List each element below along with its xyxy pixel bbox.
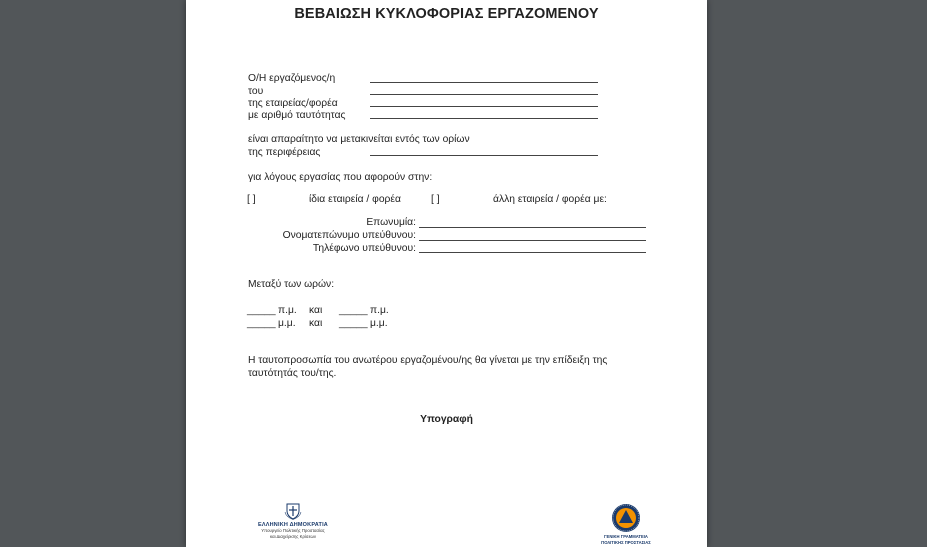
document-page xyxy=(186,0,707,547)
hours-intro: Μεταξύ των ωρών: xyxy=(248,279,335,290)
hours-row1-unit1: π.μ. xyxy=(278,305,297,316)
region-statement: είναι απαραίτητο να μετακινείται εντός των ορίων xyxy=(248,134,470,145)
option-same-company: ίδια εταιρεία / φορέα xyxy=(309,194,401,205)
hours-row2-unit2: μ.μ. xyxy=(370,318,388,329)
left-logo-sub1: Υπουργείο Πολιτικής Προστασίας xyxy=(261,528,325,533)
hours-row2-and: και xyxy=(309,318,323,329)
employee-label: Ο/Η εργαζόμενος/η xyxy=(248,73,336,84)
identity-note-line1: Η ταυτοπροσωπία του ανωτέρου εργαζομένου/ης θα γίνεται με την επίδειξη της xyxy=(248,355,608,366)
company-line xyxy=(370,106,598,107)
company-name-label: Επωνυμία: xyxy=(366,217,416,228)
checkbox-same-company: [ ] xyxy=(247,194,256,205)
right-logo-name2: ΠΟΛΙΤΙΚΗΣ ΠΡΟΣΤΑΣΙΑΣ xyxy=(601,540,651,545)
hours-row2-blank2: _____ xyxy=(339,318,368,329)
employee-line xyxy=(370,82,598,83)
responsible-phone-label: Τηλέφωνο υπεύθυνου: xyxy=(312,243,416,254)
checkbox-other-company: [ ] xyxy=(431,194,440,205)
father-label: του xyxy=(248,86,264,97)
left-logo-sub2: και Διαχείρισης Κρίσεων xyxy=(270,533,316,539)
id-line xyxy=(370,118,598,119)
left-logo-name: ΕΛΛΗΝΙΚΗ ΔΗΜΟΚΡΑΤΙΑ xyxy=(258,522,328,528)
greek-state-emblem-icon xyxy=(284,502,302,520)
hours-row2-blank1: _____ xyxy=(247,318,276,329)
region-line xyxy=(370,155,598,156)
company-label: της εταιρείας/φορέα xyxy=(248,98,338,109)
civil-protection-emblem-icon xyxy=(611,503,641,533)
hours-row1-and: και xyxy=(309,305,323,316)
signature-label: Υπογραφή xyxy=(420,414,473,425)
hours-row2-unit1: μ.μ. xyxy=(278,318,296,329)
company-name-line xyxy=(419,227,646,228)
responsible-person-line xyxy=(419,240,646,241)
right-logo-name1: ΓΕΝΙΚΗ ΓΡΑΜΜΑΤΕΙΑ xyxy=(604,534,648,539)
hours-row1-blank1: _____ xyxy=(247,305,276,316)
hellenic-republic-logo xyxy=(248,502,338,539)
identity-note-line2: ταυτότητάς του/της. xyxy=(248,368,337,379)
id-label: με αριθμό ταυτότητας xyxy=(248,110,346,121)
work-reasons-intro: για λόγους εργασίας που αφορούν στην: xyxy=(248,172,433,183)
responsible-person-label: Ονοματεπώνυμο υπεύθυνου: xyxy=(282,230,416,241)
civil-protection-logo xyxy=(596,503,656,545)
region-label: της περιφέρειας xyxy=(248,147,321,158)
father-line xyxy=(370,94,598,95)
option-other-company: άλλη εταιρεία / φορέα με: xyxy=(493,194,607,205)
hours-row1-blank2: _____ xyxy=(339,305,368,316)
responsible-phone-line xyxy=(419,252,646,253)
hours-row1-unit2: π.μ. xyxy=(370,305,389,316)
document-title: ΒΕΒΑΙΩΣΗ ΚΥΚΛΟΦΟΡΙΑΣ ΕΡΓΑΖΟΜΕΝΟΥ xyxy=(294,6,599,22)
